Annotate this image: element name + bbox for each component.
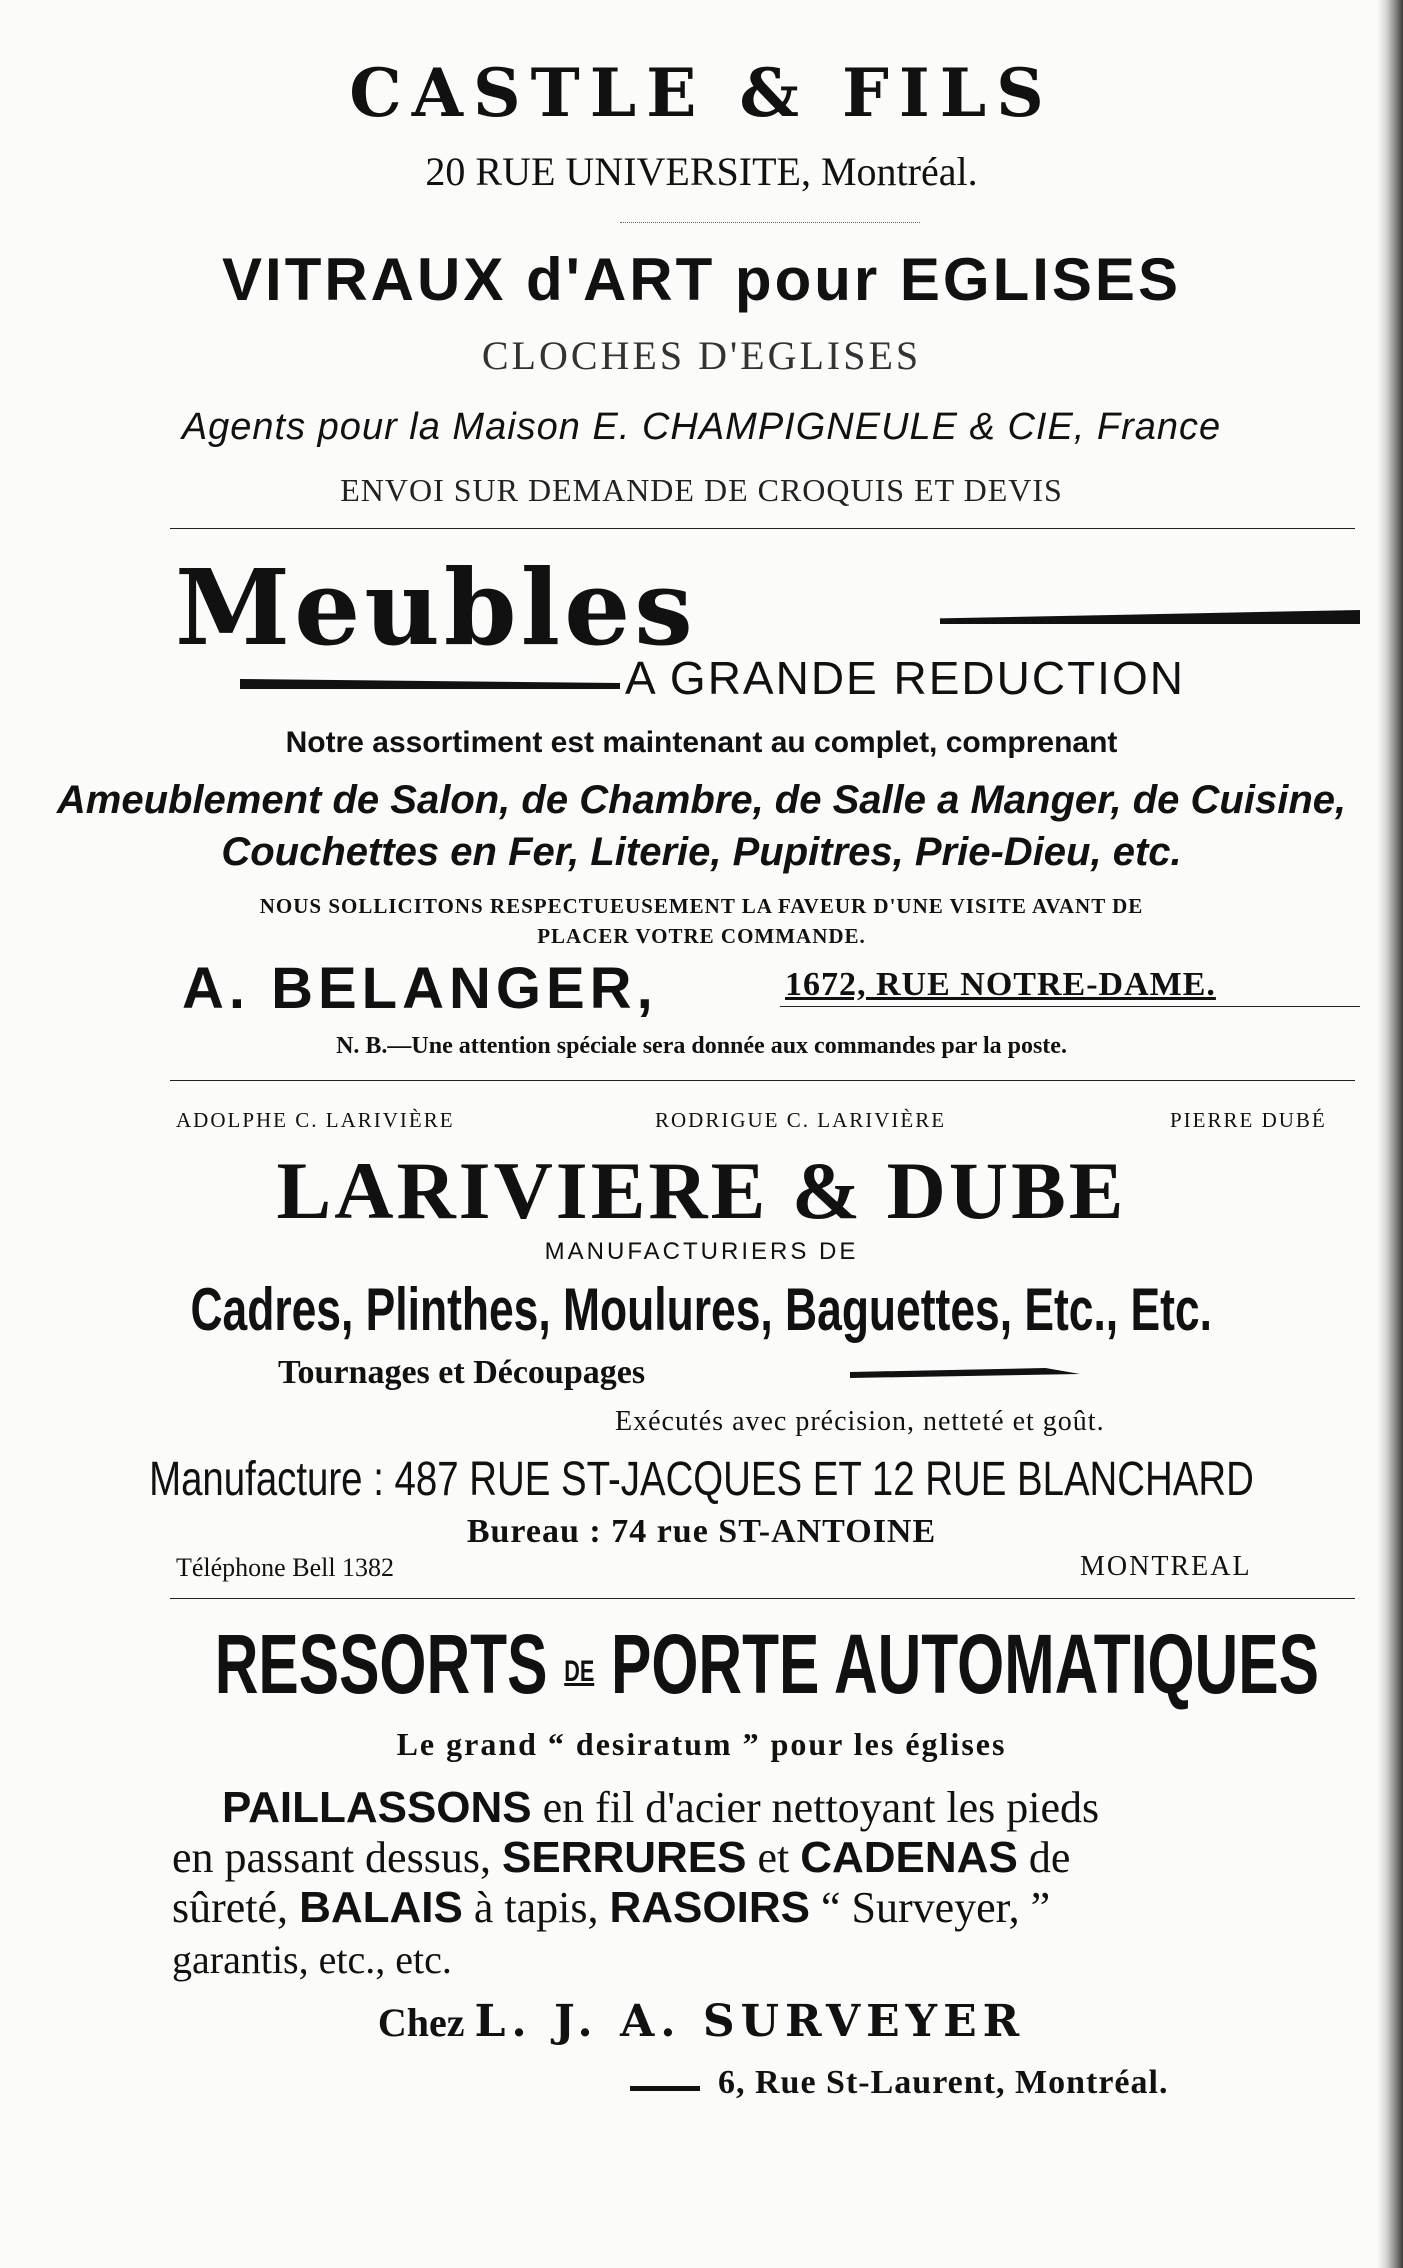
lariviere-products: Cadres, Plinthes, Moulures, Baguettes, Etc., Etc. (190, 1276, 1213, 1343)
lariviere-tournages: Tournages et Découpages (278, 1354, 646, 1391)
meubles-items-line2: Couchettes en Fer, Literie, Pupitres, Prie-Dieu, etc. (221, 830, 1182, 874)
surveyer-body-line3 (172, 1883, 1051, 1932)
decorative-swash (940, 610, 1360, 624)
partner-dube: PIERRE DUBÉ (1170, 1108, 1327, 1132)
decorative-swash (240, 679, 620, 689)
decorative-swash (850, 1368, 1080, 1378)
body-line3-pre: sûreté, (172, 1883, 289, 1932)
meubles-nb: N. B.—Une attention spéciale sera donnée aux commandes par la poste. (336, 1033, 1067, 1059)
headline-porte-automatiques: PORTE AUTOMATIQUES (611, 1617, 1319, 1711)
castle-address: 20 RUE UNIVERSITE, Montréal. (425, 149, 978, 194)
meubles-items-line1: Ameublement de Salon, de Chambre, de Salle a Manger, de Cuisine, (56, 778, 1347, 822)
divider (170, 1080, 1355, 1081)
body-line2-pre: en passant dessus, (172, 1833, 491, 1882)
castle-agents: Agents pour la Maison E. CHAMPIGNEULE & CIE, France (181, 406, 1222, 448)
meubles-subtitle: A GRANDE REDUCTION (625, 652, 1185, 704)
decorative-dash (630, 2086, 700, 2091)
body-balais: BALAIS (299, 1883, 463, 1932)
lariviere-manufacture: Manufacture : 487 RUE ST-JACQUES ET 12 RUE BLANCHARD (149, 1453, 1254, 1506)
headline-de: DE (564, 1655, 595, 1688)
castle-headline: VITRAUX d'ART pour EGLISES (222, 246, 1181, 313)
merchant-belanger: A. BELANGER, (182, 956, 658, 1021)
headline-ressorts: RESSORTS (214, 1617, 548, 1711)
body-line2-post: de (1028, 1833, 1071, 1882)
meubles-notice-line2: PLACER VOTRE COMMANDE. (537, 924, 866, 948)
surveyer-body-line4: garantis, etc., etc. (172, 1937, 452, 1982)
surveyer-body-line2 (172, 1833, 1071, 1882)
body-serrures: SERRURES (501, 1833, 747, 1882)
lariviere-telephone: Téléphone Bell 1382 (176, 1553, 395, 1582)
lariviere-city: MONTREAL (1080, 1551, 1252, 1582)
lariviere-name: LARIVIERE & DUBE (276, 1145, 1127, 1236)
body-cadenas: CADENAS (800, 1833, 1018, 1882)
partner-rodrigue: RODRIGUE C. LARIVIÈRE (655, 1108, 947, 1132)
body-paillassons: PAILLASSONS (222, 1783, 532, 1832)
divider (780, 1006, 1360, 1007)
castle-envoi: ENVOI SUR DEMANDE DE CROQUIS ET DEVIS (340, 472, 1063, 508)
castle-name: CASTLE & FILS (349, 54, 1054, 132)
divider (620, 222, 920, 223)
meubles-title: Meubles (175, 546, 697, 669)
body-line1-rest: en fil d'acier nettoyant les pieds (542, 1783, 1100, 1832)
castle-subline: CLOCHES D'EGLISES (481, 333, 922, 378)
body-line2-mid: et (757, 1833, 790, 1882)
merchant-belanger-address: 1672, RUE NOTRE-DAME. (785, 966, 1216, 1003)
divider (170, 528, 1355, 529)
surveyer-body-line1 (222, 1783, 1100, 1832)
surveyer-address: 6, Rue St-Laurent, Montréal. (718, 2064, 1169, 2101)
partner-adolphe: ADOLPHE C. LARIVIÈRE (176, 1108, 455, 1132)
lariviere-manufacturiers: MANUFACTURIERS DE (544, 1238, 859, 1265)
surveyer-headline (214, 1617, 1319, 1711)
surveyer-tagline: Le grand “ desiratum ” pour les églises (396, 1726, 1007, 1762)
surveyer-merchant-line (0, 1996, 1403, 2047)
body-line3-post: “ Surveyer, ” (820, 1883, 1051, 1932)
surveyer-merchant: L. J. A. SURVEYER (474, 1996, 1026, 2047)
lariviere-bureau: Bureau : 74 rue ST-ANTOINE (466, 1513, 937, 1550)
meubles-intro: Notre assortiment est maintenant au complet, comprenant (285, 726, 1118, 759)
chez-label: Chez (377, 2000, 465, 2045)
body-rasoirs: RASOIRS (609, 1883, 810, 1932)
meubles-notice-line1: NOUS SOLLICITONS RESPECTUEUSEMENT LA FAVEUR D'UNE VISITE AVANT DE (259, 894, 1144, 918)
lariviere-executes: Exécutés avec précision, netteté et goût. (615, 1406, 1105, 1437)
body-line3-mid: à tapis, (473, 1883, 599, 1932)
divider (170, 1598, 1355, 1599)
